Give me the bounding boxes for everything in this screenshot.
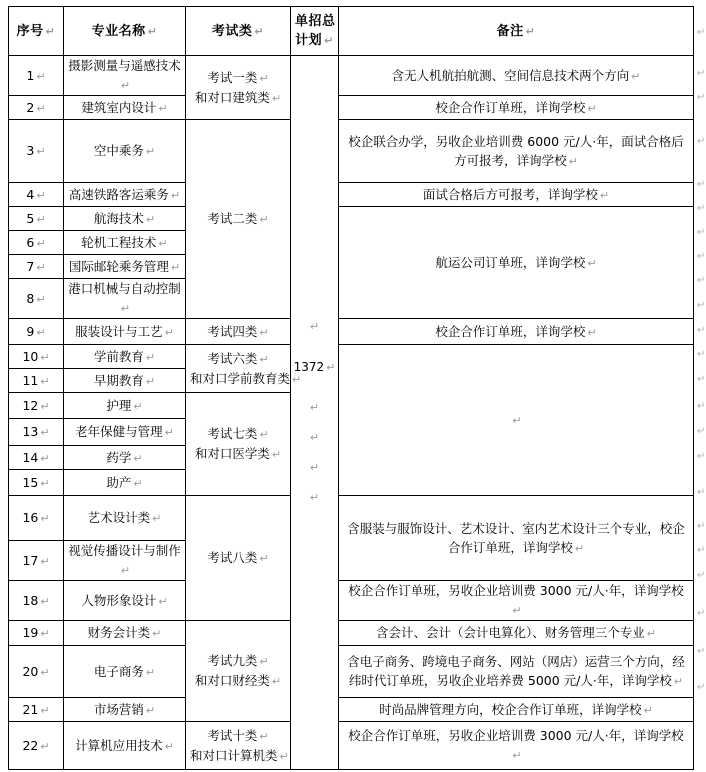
- cell-sequence-number: [9, 470, 64, 496]
- pilcrow-icon: ↵: [40, 451, 50, 465]
- pilcrow-icon: ↵: [697, 570, 706, 581]
- pilcrow-icon: ↵: [643, 703, 653, 717]
- pilcrow-icon: ↵: [164, 325, 174, 339]
- cell-major-name: [64, 369, 186, 393]
- pilcrow-icon: ↵: [587, 325, 597, 339]
- major-name-value: 航海技术: [93, 210, 144, 226]
- exam-category-line: 考试二类 ↵: [207, 211, 269, 226]
- major-name-value: 助产: [106, 474, 132, 490]
- major-name-value: 早期教育: [93, 372, 144, 388]
- pilcrow-icon: ↵: [673, 675, 684, 688]
- exam-category-line: 和对口建筑类 ↵: [194, 89, 282, 105]
- remark-value-empty: [343, 410, 689, 430]
- pilcrow-icon: ↵: [145, 374, 156, 388]
- cell-exam-category: [186, 319, 291, 345]
- cell-remark: [339, 319, 694, 345]
- pilcrow-icon: ↵: [259, 352, 269, 366]
- pilcrow-icon: ↵: [271, 448, 282, 461]
- pilcrow-icon: ↵: [145, 350, 156, 364]
- pilcrow-icon: ↵: [697, 203, 706, 214]
- pilcrow-icon: ↵: [120, 564, 131, 577]
- pilcrow-icon: ↵: [36, 101, 46, 115]
- header-label-major: 专业名称: [91, 23, 146, 39]
- pilcrow-icon: ↵: [697, 27, 706, 38]
- remark-value: 含电子商务、跨境电子商务、网站（网店）运营三个方向，经纬时代订单班，另收企业培养费 5000 元/人·年，详询学校: [347, 654, 685, 688]
- cell-remark: [339, 646, 694, 698]
- pilcrow-icon: ↵: [525, 24, 536, 38]
- pilcrow-icon: ↵: [697, 251, 706, 262]
- pilcrow-icon: ↵: [145, 145, 156, 158]
- pilcrow-icon: ↵: [120, 302, 131, 315]
- pilcrow-icon: ↵: [158, 594, 168, 608]
- remark-value: 校企合作订单班，另收企业培训费 3000 元/人·年，详询学校: [348, 728, 684, 743]
- pilcrow-icon: ↵: [145, 703, 156, 717]
- sequence-value: 19: [22, 625, 39, 640]
- cell-remark: [339, 207, 694, 319]
- cell-major-name: [64, 446, 186, 470]
- pilcrow-icon: ↵: [259, 213, 269, 226]
- cell-sequence-number: [9, 369, 64, 393]
- major-name-value: 轮机工程技术: [81, 234, 157, 250]
- pilcrow-icon: ↵: [36, 69, 46, 83]
- pilcrow-icon: ↵: [697, 136, 706, 147]
- pilcrow-icon: ↵: [147, 24, 158, 38]
- cell-sequence-number: [9, 255, 64, 279]
- cell-sequence-number: [9, 207, 64, 231]
- exam-category-line: 考试一类 ↵: [207, 69, 269, 85]
- table-row: [9, 698, 694, 722]
- pilcrow-icon: ↵: [145, 212, 156, 226]
- cell-major-name: [64, 255, 186, 279]
- cell-major-name: [64, 621, 186, 646]
- pilcrow-icon: ↵: [152, 512, 162, 525]
- sequence-value: 4: [26, 186, 35, 202]
- cell-exam-category: [186, 722, 291, 770]
- pilcrow-icon: ↵: [697, 487, 706, 498]
- sequence-value: 1: [26, 67, 35, 83]
- pilcrow-icon: ↵: [40, 627, 50, 640]
- cell-sequence-number: [9, 621, 64, 646]
- cell-remark: [339, 722, 694, 770]
- pilcrow-icon: ↵: [164, 739, 174, 753]
- pilcrow-icon: ↵: [259, 729, 269, 743]
- pilcrow-icon: ↵: [45, 24, 56, 38]
- exam-category-line: 考试九类 ↵: [207, 653, 269, 668]
- major-name-value: 服装设计与工艺: [75, 323, 163, 339]
- pilcrow-icon: ↵: [36, 212, 46, 226]
- cell-major-name: [64, 56, 186, 96]
- cell-remark: [339, 120, 694, 183]
- sequence-value: 10: [22, 348, 39, 364]
- pilcrow-icon: ↵ ↵ ↵ ↵: [309, 401, 320, 504]
- exam-category-line: 和对口医学类 ↵: [194, 446, 282, 461]
- cell-sequence-number: [9, 279, 64, 319]
- cell-major-name: [64, 231, 186, 255]
- pilcrow-icon: ↵: [40, 665, 50, 679]
- pilcrow-icon: ↵: [271, 675, 282, 688]
- exam-category-line: 和对口学前教育类 ↵: [190, 370, 302, 386]
- pilcrow-icon: ↵: [40, 476, 50, 490]
- cell-remark: [339, 496, 694, 581]
- pilcrow-icon: ↵: [145, 665, 156, 679]
- cell-major-name: [64, 96, 186, 120]
- major-name-value: 市场营销: [93, 701, 144, 717]
- table-row: [9, 319, 694, 345]
- pilcrow-icon: ↵: [133, 451, 143, 465]
- sequence-value: 18: [22, 592, 39, 608]
- pilcrow-icon: ↵: [254, 24, 265, 38]
- pilcrow-icon: ↵: [158, 236, 168, 250]
- pilcrow-icon: ↵: [158, 101, 168, 115]
- pilcrow-icon: ↵: [40, 374, 50, 388]
- cell-major-name: [64, 345, 186, 369]
- remark-value: 校企合作订单班，详询学校: [435, 99, 586, 115]
- cell-major-name: [64, 393, 186, 419]
- total-plan-value: 1372 ↵: [293, 360, 336, 374]
- table-row: [9, 581, 694, 621]
- column-header-major: [64, 7, 186, 56]
- major-name-value: 电子商务: [93, 663, 144, 679]
- table-row: [9, 621, 694, 646]
- remark-value: 面试合格后方可报考，详询学校: [422, 186, 598, 202]
- pilcrow-icon: ↵: [697, 426, 706, 437]
- header-row: [9, 7, 694, 56]
- pilcrow-icon: ↵: [164, 426, 174, 439]
- header-label-remark: 备注: [496, 23, 524, 39]
- header-label-plan-line2: 计划 ↵: [295, 33, 334, 48]
- header-label-plan-line1: 单招总: [295, 14, 336, 29]
- cell-sequence-number: [9, 393, 64, 419]
- pilcrow-icon: ↵: [697, 608, 706, 619]
- major-name-value: 视觉传播设计与制作: [68, 543, 181, 558]
- sequence-value: 9: [26, 323, 35, 339]
- pilcrow-icon: ↵: [259, 552, 269, 565]
- cell-sequence-number: [9, 56, 64, 96]
- cell-sequence-number: [9, 646, 64, 698]
- major-plan-table: [8, 6, 694, 770]
- exam-category-line: 考试七类 ↵: [207, 426, 269, 441]
- pilcrow-icon: ↵: [133, 476, 143, 490]
- cell-remark: [339, 56, 694, 96]
- cell-sequence-number: [9, 496, 64, 541]
- cell-sequence-number: [9, 541, 64, 581]
- remark-value: 时尚品牌管理方向，校企合作订单班，详询学校: [379, 701, 642, 717]
- exam-category-line: 考试四类 ↵: [207, 323, 269, 339]
- remark-value: 含会计、会计（会计电算化）、财务管理三个专业: [376, 625, 645, 640]
- cell-total-plan: [291, 56, 339, 770]
- major-name-value: 艺术设计类: [87, 510, 151, 525]
- pilcrow-icon: ↵: [697, 275, 706, 286]
- pilcrow-icon: ↵: [170, 260, 181, 274]
- table-row: [9, 646, 694, 698]
- cell-major-name: [64, 698, 186, 722]
- cell-sequence-number: [9, 120, 64, 183]
- major-name-value: 人物形象设计: [81, 592, 157, 608]
- table-body: [9, 56, 694, 770]
- pilcrow-icon: ↵: [170, 188, 181, 202]
- pilcrow-icon: ↵: [40, 350, 50, 364]
- cell-major-name: [64, 419, 186, 446]
- column-header-remark: [339, 7, 694, 56]
- pilcrow-icon: ↵: [40, 512, 50, 525]
- pilcrow-icon: ↵: [309, 320, 320, 333]
- pilcrow-icon: ↵: [279, 749, 289, 763]
- pilcrow-icon: ↵: [36, 292, 46, 306]
- column-header-exam: [186, 7, 291, 56]
- pilcrow-icon: ↵: [36, 145, 46, 158]
- cell-major-name: [64, 646, 186, 698]
- pilcrow-icon: ↵: [697, 646, 706, 657]
- pilcrow-icon: ↵: [40, 594, 50, 608]
- sequence-value: 7: [26, 258, 35, 274]
- cell-exam-category: [186, 496, 291, 621]
- sequence-value: 6: [26, 234, 35, 250]
- major-name-value: 护理: [106, 397, 132, 413]
- pilcrow-icon: ↵: [697, 545, 706, 556]
- cell-remark: [339, 183, 694, 207]
- cell-major-name: [64, 183, 186, 207]
- cell-major-name: [64, 541, 186, 581]
- pilcrow-icon: ↵: [292, 372, 302, 386]
- sequence-value: 21: [22, 701, 39, 717]
- pilcrow-icon: ↵: [697, 227, 706, 238]
- pilcrow-icon: ↵: [697, 521, 706, 532]
- table-row: [9, 120, 694, 183]
- pilcrow-icon: ↵: [697, 68, 706, 79]
- pilcrow-icon: ↵: [40, 703, 50, 717]
- pilcrow-icon: ↵: [120, 79, 131, 92]
- pilcrow-icon: ↵: [697, 682, 706, 693]
- pilcrow-icon: ↵: [259, 655, 269, 668]
- pilcrow-icon: ↵: [36, 188, 46, 202]
- major-name-value: 港口机械与自动控制: [68, 281, 181, 296]
- cell-major-name: [64, 279, 186, 319]
- major-name-value: 国际邮轮乘务管理: [68, 258, 169, 274]
- pilcrow-icon: ↵: [271, 91, 282, 105]
- pilcrow-icon: ↵: [133, 399, 143, 413]
- cell-remark: [339, 581, 694, 621]
- major-name-value: 空中乘务: [93, 143, 144, 158]
- cell-major-name: [64, 120, 186, 183]
- table-row: [9, 496, 694, 541]
- sequence-value: 16: [22, 510, 39, 525]
- header-label-seq: 序号: [16, 23, 44, 39]
- pilcrow-icon: ↵: [40, 426, 50, 439]
- pilcrow-icon: ↵: [697, 179, 706, 190]
- exam-category-line: 和对口计算机类 ↵: [190, 747, 289, 763]
- pilcrow-icon: ↵: [36, 260, 46, 274]
- cell-sequence-number: [9, 345, 64, 369]
- pilcrow-icon: ↵: [697, 92, 706, 103]
- cell-major-name: [64, 581, 186, 621]
- sequence-value: 22: [22, 737, 39, 753]
- sequence-value: 20: [22, 663, 39, 679]
- table-row: [9, 345, 694, 369]
- pilcrow-icon: ↵: [259, 71, 269, 85]
- major-name-value: 学前教育: [93, 348, 144, 364]
- cell-exam-category: [186, 393, 291, 496]
- pilcrow-icon: ↵: [36, 236, 46, 250]
- exam-category-line: 和对口财经类 ↵: [194, 673, 282, 688]
- major-name-value: 计算机应用技术: [75, 737, 163, 753]
- cell-major-name: [64, 722, 186, 770]
- sequence-value: 13: [22, 424, 39, 439]
- cell-remark: [339, 96, 694, 120]
- exam-category-line: 考试八类 ↵: [207, 550, 269, 565]
- table-row: [9, 722, 694, 770]
- cell-major-name: [64, 470, 186, 496]
- major-name-value: 老年保健与管理: [75, 424, 163, 439]
- sequence-value: 8: [26, 290, 35, 306]
- pilcrow-icon: ↵: [40, 554, 50, 568]
- cell-sequence-number: [9, 319, 64, 345]
- remark-value: 校企联合办学，另收企业培训费 6000 元/人·年，面试合格后方可报考，详询学校: [348, 133, 684, 168]
- pilcrow-icon: ↵: [259, 428, 269, 441]
- cell-sequence-number: [9, 96, 64, 120]
- exam-category-line: 考试六类 ↵: [207, 350, 269, 366]
- cell-exam-category: [186, 56, 291, 120]
- pilcrow-icon: ↵: [152, 627, 162, 640]
- cell-exam-category: [186, 621, 291, 722]
- major-name-value: 财务会计类: [87, 625, 151, 640]
- major-name-value: 摄影测量与遥感技术: [68, 58, 181, 73]
- pilcrow-icon: ↵: [259, 325, 269, 339]
- remark-value: 校企合作订单班，详询学校: [435, 323, 586, 339]
- sequence-value: 5: [26, 210, 35, 226]
- cell-sequence-number: [9, 419, 64, 446]
- pilcrow-icon: ↵: [697, 374, 706, 385]
- pilcrow-icon: ↵: [697, 349, 706, 360]
- cell-exam-category: [186, 120, 291, 319]
- pilcrow-icon: ↵: [512, 414, 522, 427]
- sequence-value: 17: [22, 552, 39, 568]
- sequence-value: 11: [22, 372, 39, 388]
- table-row: [9, 96, 694, 120]
- column-header-seq: [9, 7, 64, 56]
- major-name-value: 建筑室内设计: [81, 99, 157, 115]
- table-row: [9, 207, 694, 231]
- pilcrow-icon: ↵: [40, 739, 50, 753]
- cell-major-name: [64, 496, 186, 541]
- cell-remark: [339, 621, 694, 646]
- column-header-plan: [291, 7, 339, 56]
- pilcrow-icon: ↵: [697, 325, 706, 336]
- pilcrow-icon: ↵: [574, 541, 585, 555]
- cell-sequence-number: [9, 722, 64, 770]
- major-name-value: 药学: [106, 449, 132, 465]
- pilcrow-icon: ↵: [324, 34, 334, 47]
- total-plan-wrapper: [295, 312, 334, 513]
- remark-value: 校企合作订单班，另收企业培训费 3000 元/人·年，详询学校: [348, 583, 684, 598]
- pilcrow-icon: ↵: [587, 256, 597, 270]
- margin-pilcrow-column: [697, 0, 706, 772]
- cell-sequence-number: [9, 446, 64, 470]
- pilcrow-icon: ↵: [40, 399, 50, 413]
- pilcrow-icon: ↵: [697, 401, 706, 412]
- cell-remark: [339, 345, 694, 496]
- major-name-value: 高速铁路客运乘务: [68, 186, 169, 202]
- pilcrow-icon: ↵: [599, 188, 610, 202]
- cell-sequence-number: [9, 581, 64, 621]
- cell-sequence-number: [9, 698, 64, 722]
- sequence-value: 3: [26, 143, 35, 158]
- cell-major-name: [64, 319, 186, 345]
- pilcrow-icon: ↵: [646, 627, 656, 640]
- pilcrow-icon: ↵: [512, 604, 522, 617]
- pilcrow-icon: ↵: [568, 154, 578, 168]
- pilcrow-icon: ↵: [587, 101, 597, 115]
- cell-exam-category: [186, 345, 302, 393]
- header-label-exam: 考试类: [211, 23, 253, 39]
- exam-category-line: 考试十类 ↵: [207, 727, 269, 743]
- pilcrow-icon: ↵: [631, 69, 641, 83]
- table-row: [9, 56, 694, 96]
- cell-remark: [339, 698, 694, 722]
- pilcrow-icon: ↵: [697, 451, 706, 462]
- pilcrow-icon: ↵: [697, 300, 706, 311]
- cell-sequence-number: [9, 231, 64, 255]
- remark-value: 航运公司订单班，详询学校: [435, 254, 586, 270]
- pilcrow-icon: ↵: [36, 325, 46, 339]
- cell-major-name: [64, 207, 186, 231]
- sequence-value: 12: [22, 397, 39, 413]
- remark-value: 含无人机航拍航测、空间信息技术两个方向: [391, 67, 630, 83]
- table-header: [9, 7, 694, 56]
- pilcrow-icon: ↵: [512, 749, 522, 762]
- sequence-value: 14: [22, 449, 39, 465]
- sequence-value: 2: [26, 99, 35, 115]
- cell-sequence-number: [9, 183, 64, 207]
- table-row: [9, 183, 694, 207]
- pilcrow-icon: ↵: [326, 361, 336, 374]
- remark-value: 含服装与服饰设计、艺术设计、室内艺术设计三个专业，校企合作订单班，详询学校: [347, 520, 685, 555]
- sequence-value: 15: [22, 474, 39, 490]
